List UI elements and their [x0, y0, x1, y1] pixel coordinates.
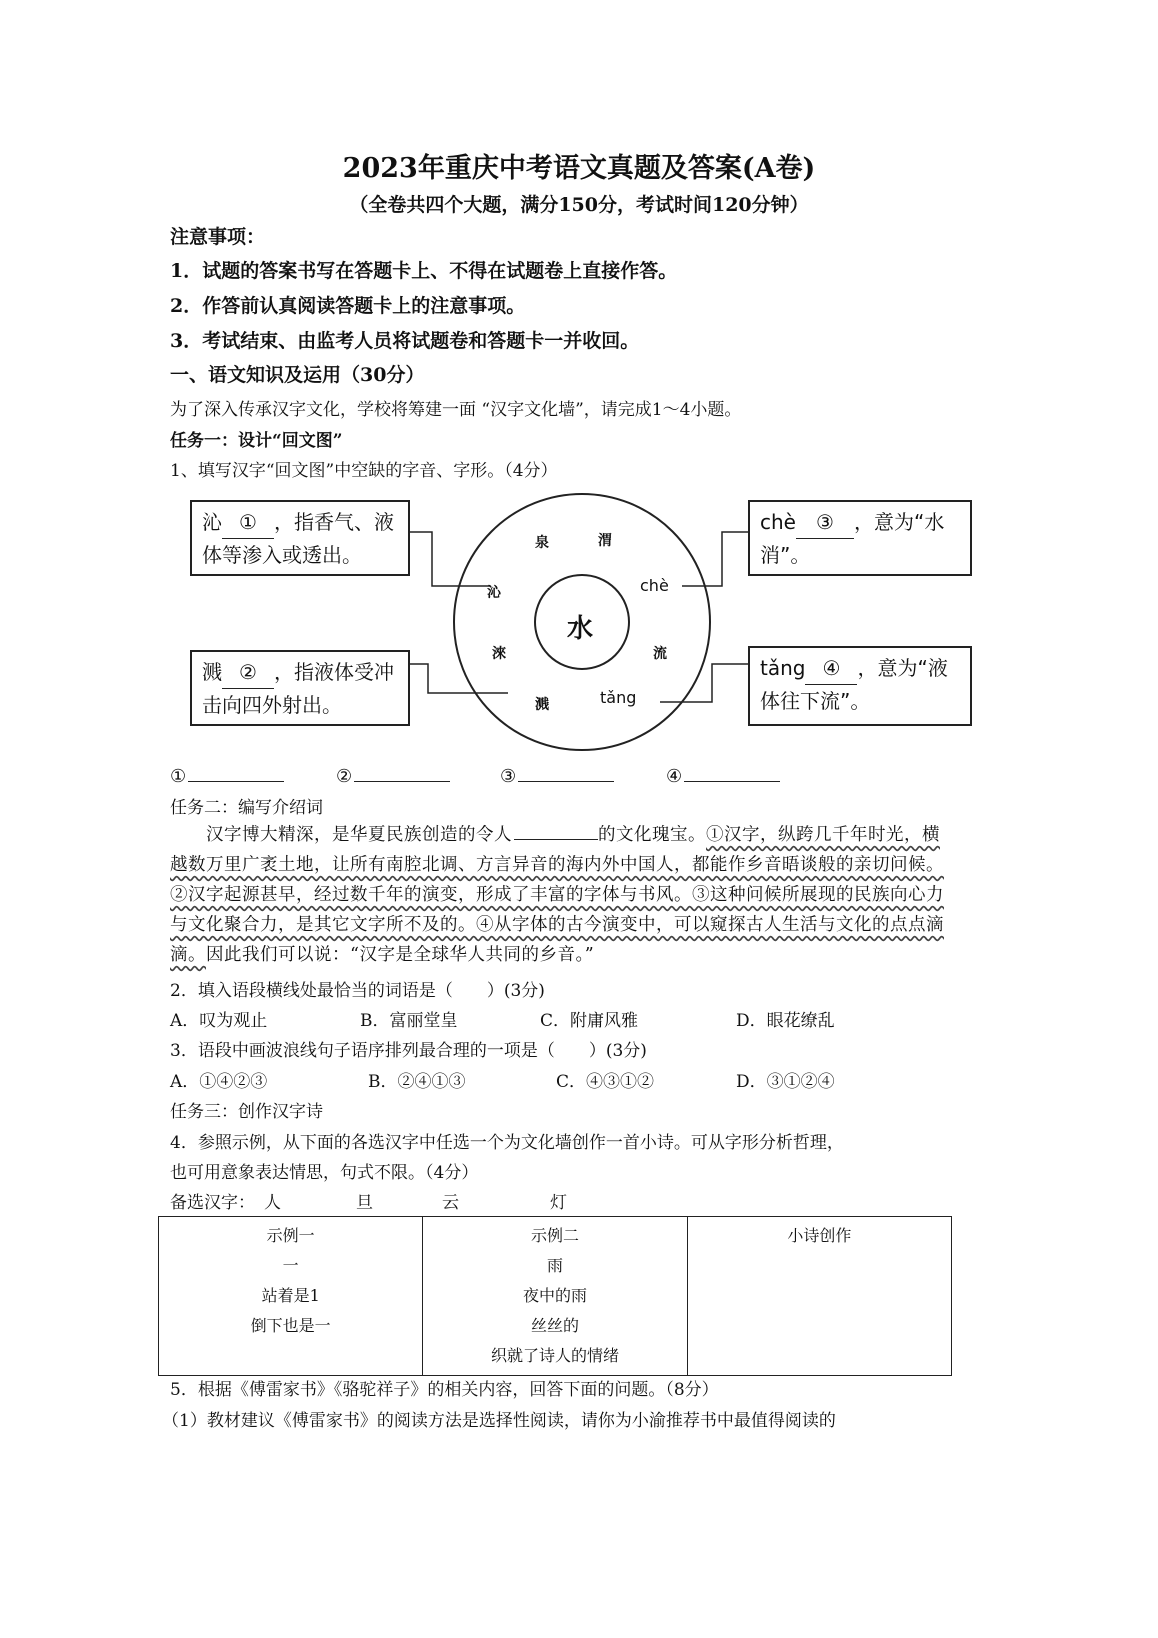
q2-option-b[interactable]: B．富丽堂皇 — [360, 1011, 458, 1031]
box-tang-pinyin: tǎng — [760, 656, 806, 680]
answer-blank-1[interactable] — [170, 766, 284, 787]
poem-table — [158, 1216, 952, 1376]
example-2-line-3: 丝丝的 — [530, 1316, 579, 1335]
poem-creation-header: 小诗创作 — [787, 1226, 852, 1245]
box-qin — [190, 500, 410, 576]
example-2-line-2: 夜中的雨 — [522, 1286, 587, 1305]
wheel-center-char: 水 — [567, 614, 594, 644]
wheel-char-jian: 溅 — [535, 697, 549, 713]
task1-heading: 任务一：设计“回文图” — [170, 431, 343, 451]
blank-1-label: ① — [222, 506, 274, 539]
answer-blank-2[interactable] — [336, 766, 450, 787]
example-2-line-4: 织就了诗人的情绪 — [490, 1346, 619, 1365]
passage-end: 因此我们可以说：“汉字是全球华人共同的乡音。” — [206, 945, 595, 965]
question-4-line1: 4．参照示例，从下面的各选汉字中任选一个为文化墙创作一首小诗。可从字形分析哲理， — [170, 1133, 844, 1153]
notes-heading: 注意事项： — [170, 226, 266, 248]
box-qin-desc: ，指香气、液体等渗入或透出。 — [202, 510, 394, 567]
q3-option-a[interactable]: A．①④②③ — [170, 1072, 268, 1092]
poem-creation-cell[interactable] — [687, 1217, 951, 1376]
example-1-cell — [159, 1217, 423, 1376]
wheel-char-lai: 淶 — [492, 646, 506, 662]
box-che-pinyin: chè — [760, 510, 796, 534]
wheel-pinyin-tang: tǎng — [600, 688, 637, 707]
section1-intro: 为了深入传承汉字文化，学校将筹建一面 “汉字文化墙”，请完成1～4小题。 — [170, 400, 742, 420]
section1-heading: 一、语文知识及运用（30分） — [170, 364, 425, 386]
task3-heading: 任务三：创作汉字诗 — [170, 1102, 323, 1122]
q3-option-b[interactable]: B．②④①③ — [368, 1072, 466, 1092]
wheel-char-wei: 渭 — [598, 533, 612, 549]
answer-blank-4-label: ④ — [666, 766, 683, 787]
blank-2-label: ② — [222, 656, 274, 689]
box-jian-char: 溅 — [202, 660, 222, 684]
answer-blank-3[interactable] — [500, 766, 614, 787]
page-subtitle: （全卷共四个大题，满分150分，考试时间120分钟） — [349, 194, 809, 216]
question-3: 3．语段中画波浪线句子语序排列最合理的一项是（ ）(3分) — [170, 1041, 647, 1061]
blank-3-label: ③ — [796, 506, 854, 539]
question-5-sub-1: （1）教材建议《傅雷家书》的阅读方法是选择性阅读，请你为小渝推荐书中最值得阅读的 — [162, 1411, 836, 1431]
wheel-char-quan: 泉 — [535, 535, 549, 551]
huiwen-diagram — [190, 490, 1020, 790]
box-jian-desc: ，指液体受冲击向四外射出。 — [202, 660, 394, 717]
passage-wavy-sentences: ①汉字，纵跨几千年时光，横越数万里广袤土地，让所有南腔北调、方言异音的海内外中国人，都能作乡音晤谈般的亲切问候。②汉字起源甚早，经过数千年的演变，形成了丰富的字体与书风。③这种问候所展现的民族向心力与文化聚合力，是其它文字所不及的。④从字体的古今演变中，可以窥探古人生活与文化的点点滴滴。 — [170, 825, 944, 965]
question-1: 1、填写汉字“回文图”中空缺的字音、字形。（4分） — [170, 461, 558, 481]
box-tang — [748, 646, 972, 726]
question-4-line2: 也可用意象表达情思，句式不限。（4分） — [170, 1163, 479, 1183]
passage-start: 汉字博大精深，是华夏民族创造的令人 — [206, 825, 512, 845]
q3-option-d[interactable]: D．③①②④ — [736, 1072, 835, 1092]
box-tang-desc: ，意为“液体往下流”。 — [760, 656, 948, 713]
blank-4-label: ④ — [805, 652, 857, 685]
q3-option-c[interactable]: C．④③①② — [556, 1072, 655, 1092]
box-qin-char: 沁 — [202, 510, 222, 534]
candidate-deng: 灯 — [550, 1193, 567, 1213]
example-1-line-3: 倒下也是一 — [250, 1316, 331, 1335]
page-title: 2023年重庆中考语文真题及答案(A卷) — [342, 153, 816, 184]
example-2-cell — [423, 1217, 687, 1376]
notes-item-1: 1．试题的答案书写在答题卡上、不得在试题卷上直接作答。 — [170, 260, 678, 282]
answer-blank-4[interactable] — [666, 766, 780, 787]
candidate-yun: 云 — [442, 1193, 459, 1213]
candidate-ren: 人 — [264, 1193, 281, 1213]
notes-item-2: 2．作答前认真阅读答题卡上的注意事项。 — [170, 295, 526, 317]
answer-blank-3-label: ③ — [500, 766, 517, 787]
candidates-label: 备选汉字： — [170, 1193, 255, 1213]
example-1-header: 示例一 — [266, 1226, 315, 1245]
box-che-desc: ，意为“水消”。 — [760, 510, 945, 567]
candidate-dan: 旦 — [356, 1193, 373, 1213]
example-2-line-1: 雨 — [546, 1256, 563, 1275]
q2-option-d[interactable]: D．眼花缭乱 — [736, 1011, 835, 1031]
question-2: 2．填入语段横线处最恰当的词语是（ ）(3分) — [170, 981, 545, 1001]
box-che — [748, 500, 972, 576]
wheel-char-liu: 流 — [653, 646, 667, 662]
wheel-pinyin-che: chè — [640, 576, 669, 595]
task2-heading: 任务二：编写介绍词 — [170, 798, 323, 818]
answer-blank-2-label: ② — [336, 766, 353, 787]
example-1-line-1: 一 — [282, 1256, 299, 1275]
task2-passage — [170, 820, 950, 970]
box-jian — [190, 650, 410, 726]
passage-blank[interactable] — [514, 839, 598, 840]
example-2-header: 示例二 — [530, 1226, 579, 1245]
answer-blank-1-label: ① — [170, 766, 187, 787]
notes-item-3: 3．考试结束、由监考人员将试题卷和答题卡一并收回。 — [170, 330, 640, 352]
wheel-char-qin: 沁 — [487, 585, 501, 601]
passage-after-blank: 的文化瑰宝。 — [598, 825, 706, 845]
example-1-line-2: 站着是1 — [261, 1286, 320, 1305]
question-5: 5．根据《傅雷家书》《骆驼祥子》的相关内容，回答下面的问题。（8分） — [170, 1380, 719, 1400]
q2-option-c[interactable]: C．附庸风雅 — [540, 1011, 639, 1031]
q2-option-a[interactable]: A．叹为观止 — [170, 1011, 268, 1031]
